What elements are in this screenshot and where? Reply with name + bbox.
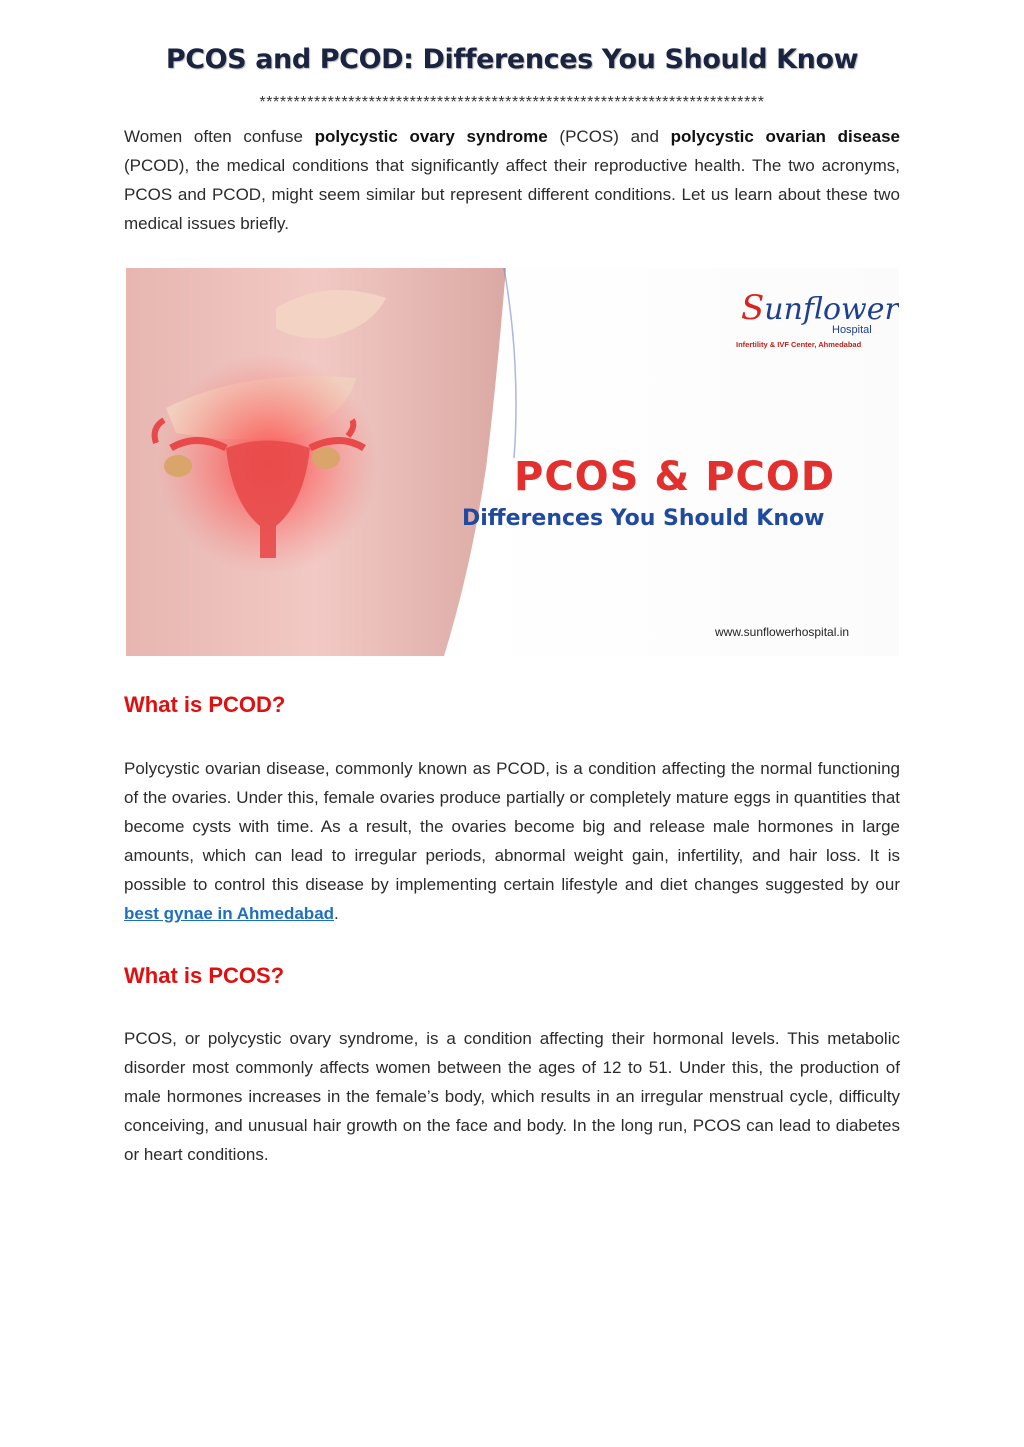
brand-logo-subtitle: Hospital [832,324,872,336]
divider: ************************************************************************** [259,94,765,111]
pcos-heading: What is PCOS? [124,963,285,988]
brand-tagline: Infertility & IVF Center, Ahmedabad [736,340,862,349]
best-gynae-link[interactable]: best gynae in Ahmedabad [124,904,335,923]
pcod-heading: What is PCOD? [124,692,286,717]
hero-banner-image [126,268,899,656]
banner-subtitle: Differences You Should Know [462,506,825,531]
intro-paragraph: Women often confuse polycystic ovary syndrome (PCOS) and polycystic ovarian disease (PCOD), the medical conditions that significantly affect their reproductive health. The two acronyms, PCOS and PCOD, might seem similar but represent different conditions. Let us learn about these two medical issues briefly. [124,127,900,233]
brand-logo: Sunflower [741,288,899,328]
pcod-paragraph: Polycystic ovarian disease, commonly known as PCOD, is a condition affecting the normal functioning of the ovaries. Under this, female ovaries produce partially or completely mature eggs in quantities that become cysts with time. As a result, the ovaries become big and release male hormones in large amounts, which can lead to irregular periods, abnormal weight gain, infertility, and hair loss. It is possible to control this disease by implementing certain lifestyle and diet changes suggested by our best gynae in Ahmedabad. [124,759,900,923]
pcos-paragraph: PCOS, or polycystic ovary syndrome, is a condition affecting their hormonal levels. This metabolic disorder most commonly affects women between the ages of 12 to 51. Under this, the production of male hormones increases in the female’s body, which results in an irregular menstrual cycle, difficulty conceiving, and unusual hair growth on the face and body. In the long run, PCOS can lead to diabetes or heart conditions. [124,1029,900,1164]
banner-url: www.sunflowerhospital.in [715,625,850,639]
page-title: PCOS and PCOD: Differences You Should Know [165,44,859,75]
banner-title: PCOS & PCOD [514,454,836,500]
